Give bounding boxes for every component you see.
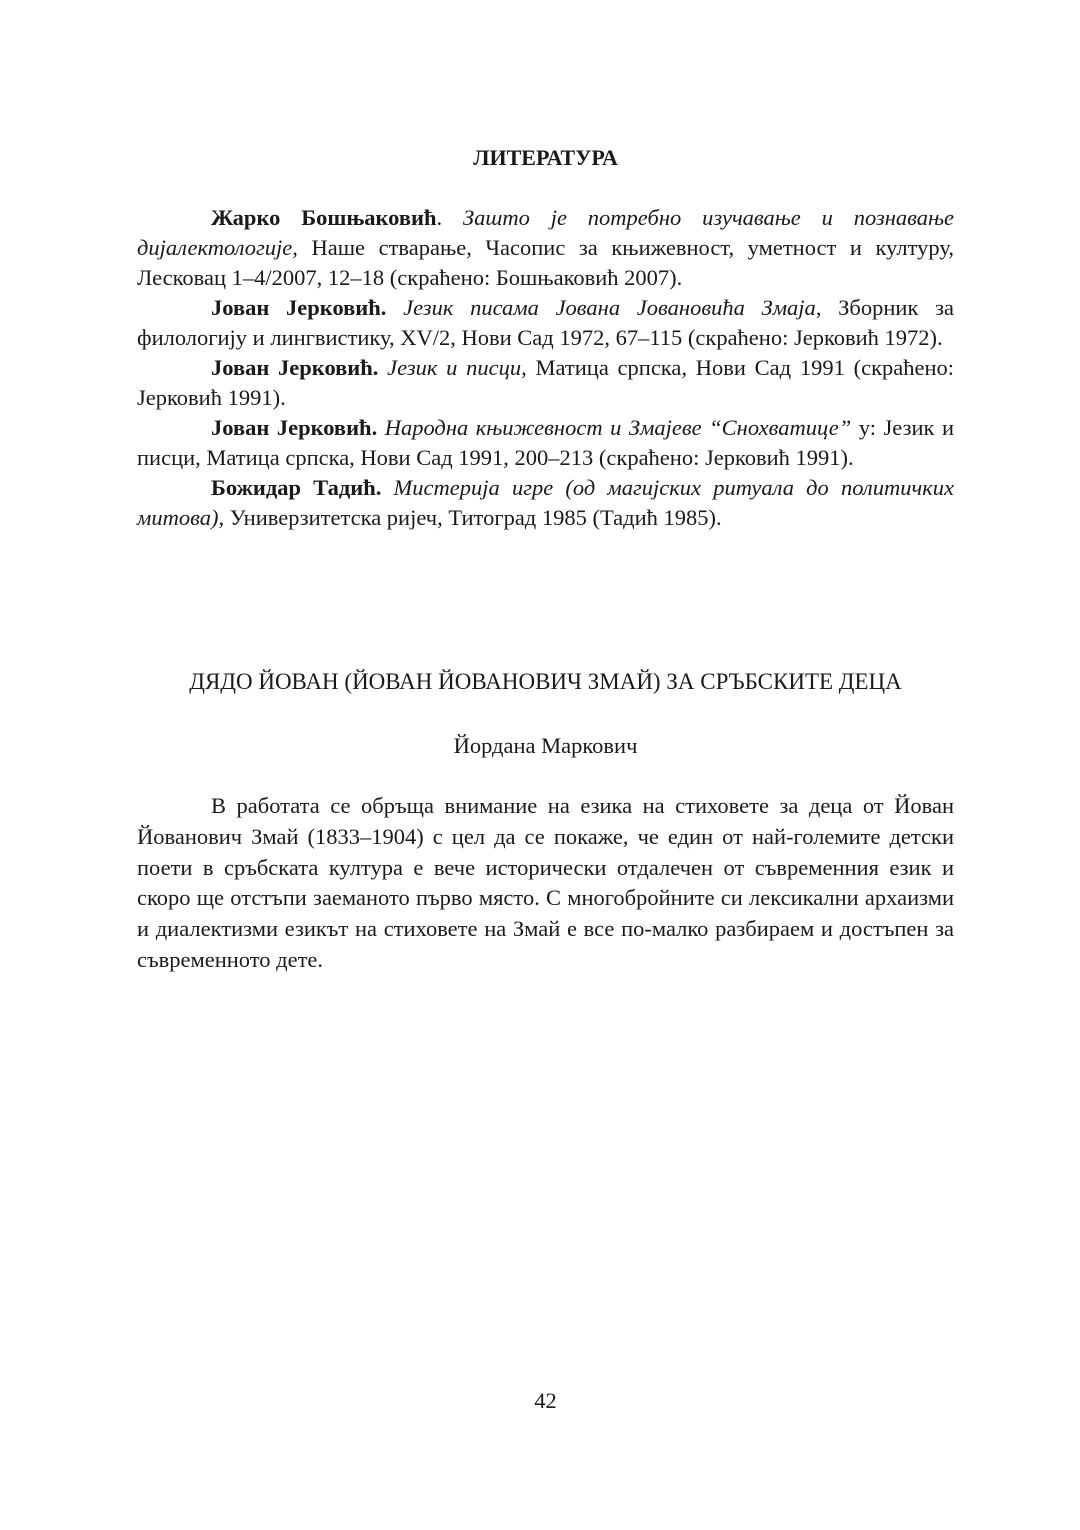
reference-author: Јован Јерковић.: [211, 295, 387, 320]
reference-entry: [137, 413, 954, 473]
article-abstract: В работата се обръща внимание на езика на стиховете за деца от Йован Йованович Змай (1833–1904) с цел да се покаже, че един от най-големите детски поети в сръбската култура е вече исторически отдалечен от съвременния език и скоро ще отстъпи заеманото първо място. С многобройните си лексикални архаизми и диалектизми езикът на стиховете на Змай е все по-малко разбираем и достъпен за съвременното дете.: [137, 793, 954, 972]
article-author: Йордана Маркович: [453, 733, 638, 758]
reference-separator: .: [436, 205, 463, 230]
reference-details: , Зборник за филологију и лингвистику, XV/2, Нови Сад 1972, 67–115 (скраћено: Јерковић 1972).: [137, 295, 954, 350]
article-title: ДЯДО ЙОВАН (ЙОВАН ЙОВАНОВИЧ ЗМАЙ) ЗА СРЪБСКИТЕ ДЕЦА: [189, 669, 902, 694]
literature-heading: ЛИТЕРАТУРА: [473, 145, 618, 170]
reference-separator: [381, 475, 393, 500]
reference-title: Мистерија игре (од магијских ритуала до политичких митова): [137, 475, 954, 530]
reference-separator: [377, 415, 385, 440]
reference-details: , Универзитетска ријеч, Титоград 1985 (Тадић 1985).: [218, 505, 722, 530]
reference-details: у: Језик и писци, Матица српска, Нови Сад 1991, 200–213 (скраћено: Јерковић 1991).: [137, 415, 954, 470]
reference-author: Жарко Бошњаковић: [211, 205, 437, 230]
reference-title: Језик и писци: [387, 355, 522, 380]
reference-author: Божидар Тадић.: [211, 475, 382, 500]
reference-author: Јован Јерковић.: [211, 355, 379, 380]
reference-entry: [137, 203, 954, 293]
reference-separator: [378, 355, 387, 380]
reference-details: Наше стварање, Часопис за књижевност, уметност и културу, Лесковац 1–4/2007, 12–18 (скраћено: Бошњаковић 2007).: [137, 235, 954, 290]
reference-title: Народна књижевност и Змајеве “Снохватице”: [384, 415, 852, 440]
reference-separator: [386, 295, 403, 320]
reference-entry: [137, 473, 954, 533]
reference-title: Језик писама Јована Јовановића Змаја: [403, 295, 816, 320]
reference-list: [137, 203, 954, 533]
reference-entry: [137, 353, 954, 413]
page-number: 42: [534, 1388, 557, 1413]
reference-title: Зашто је потребно изучавање и познавање дијалектологије,: [137, 205, 955, 260]
reference-entry: [137, 293, 954, 353]
reference-author: Јован Јерковић.: [211, 415, 378, 440]
reference-details: , Матица српска, Нови Сад 1991 (скраћено: Јерковић 1991).: [137, 355, 955, 410]
